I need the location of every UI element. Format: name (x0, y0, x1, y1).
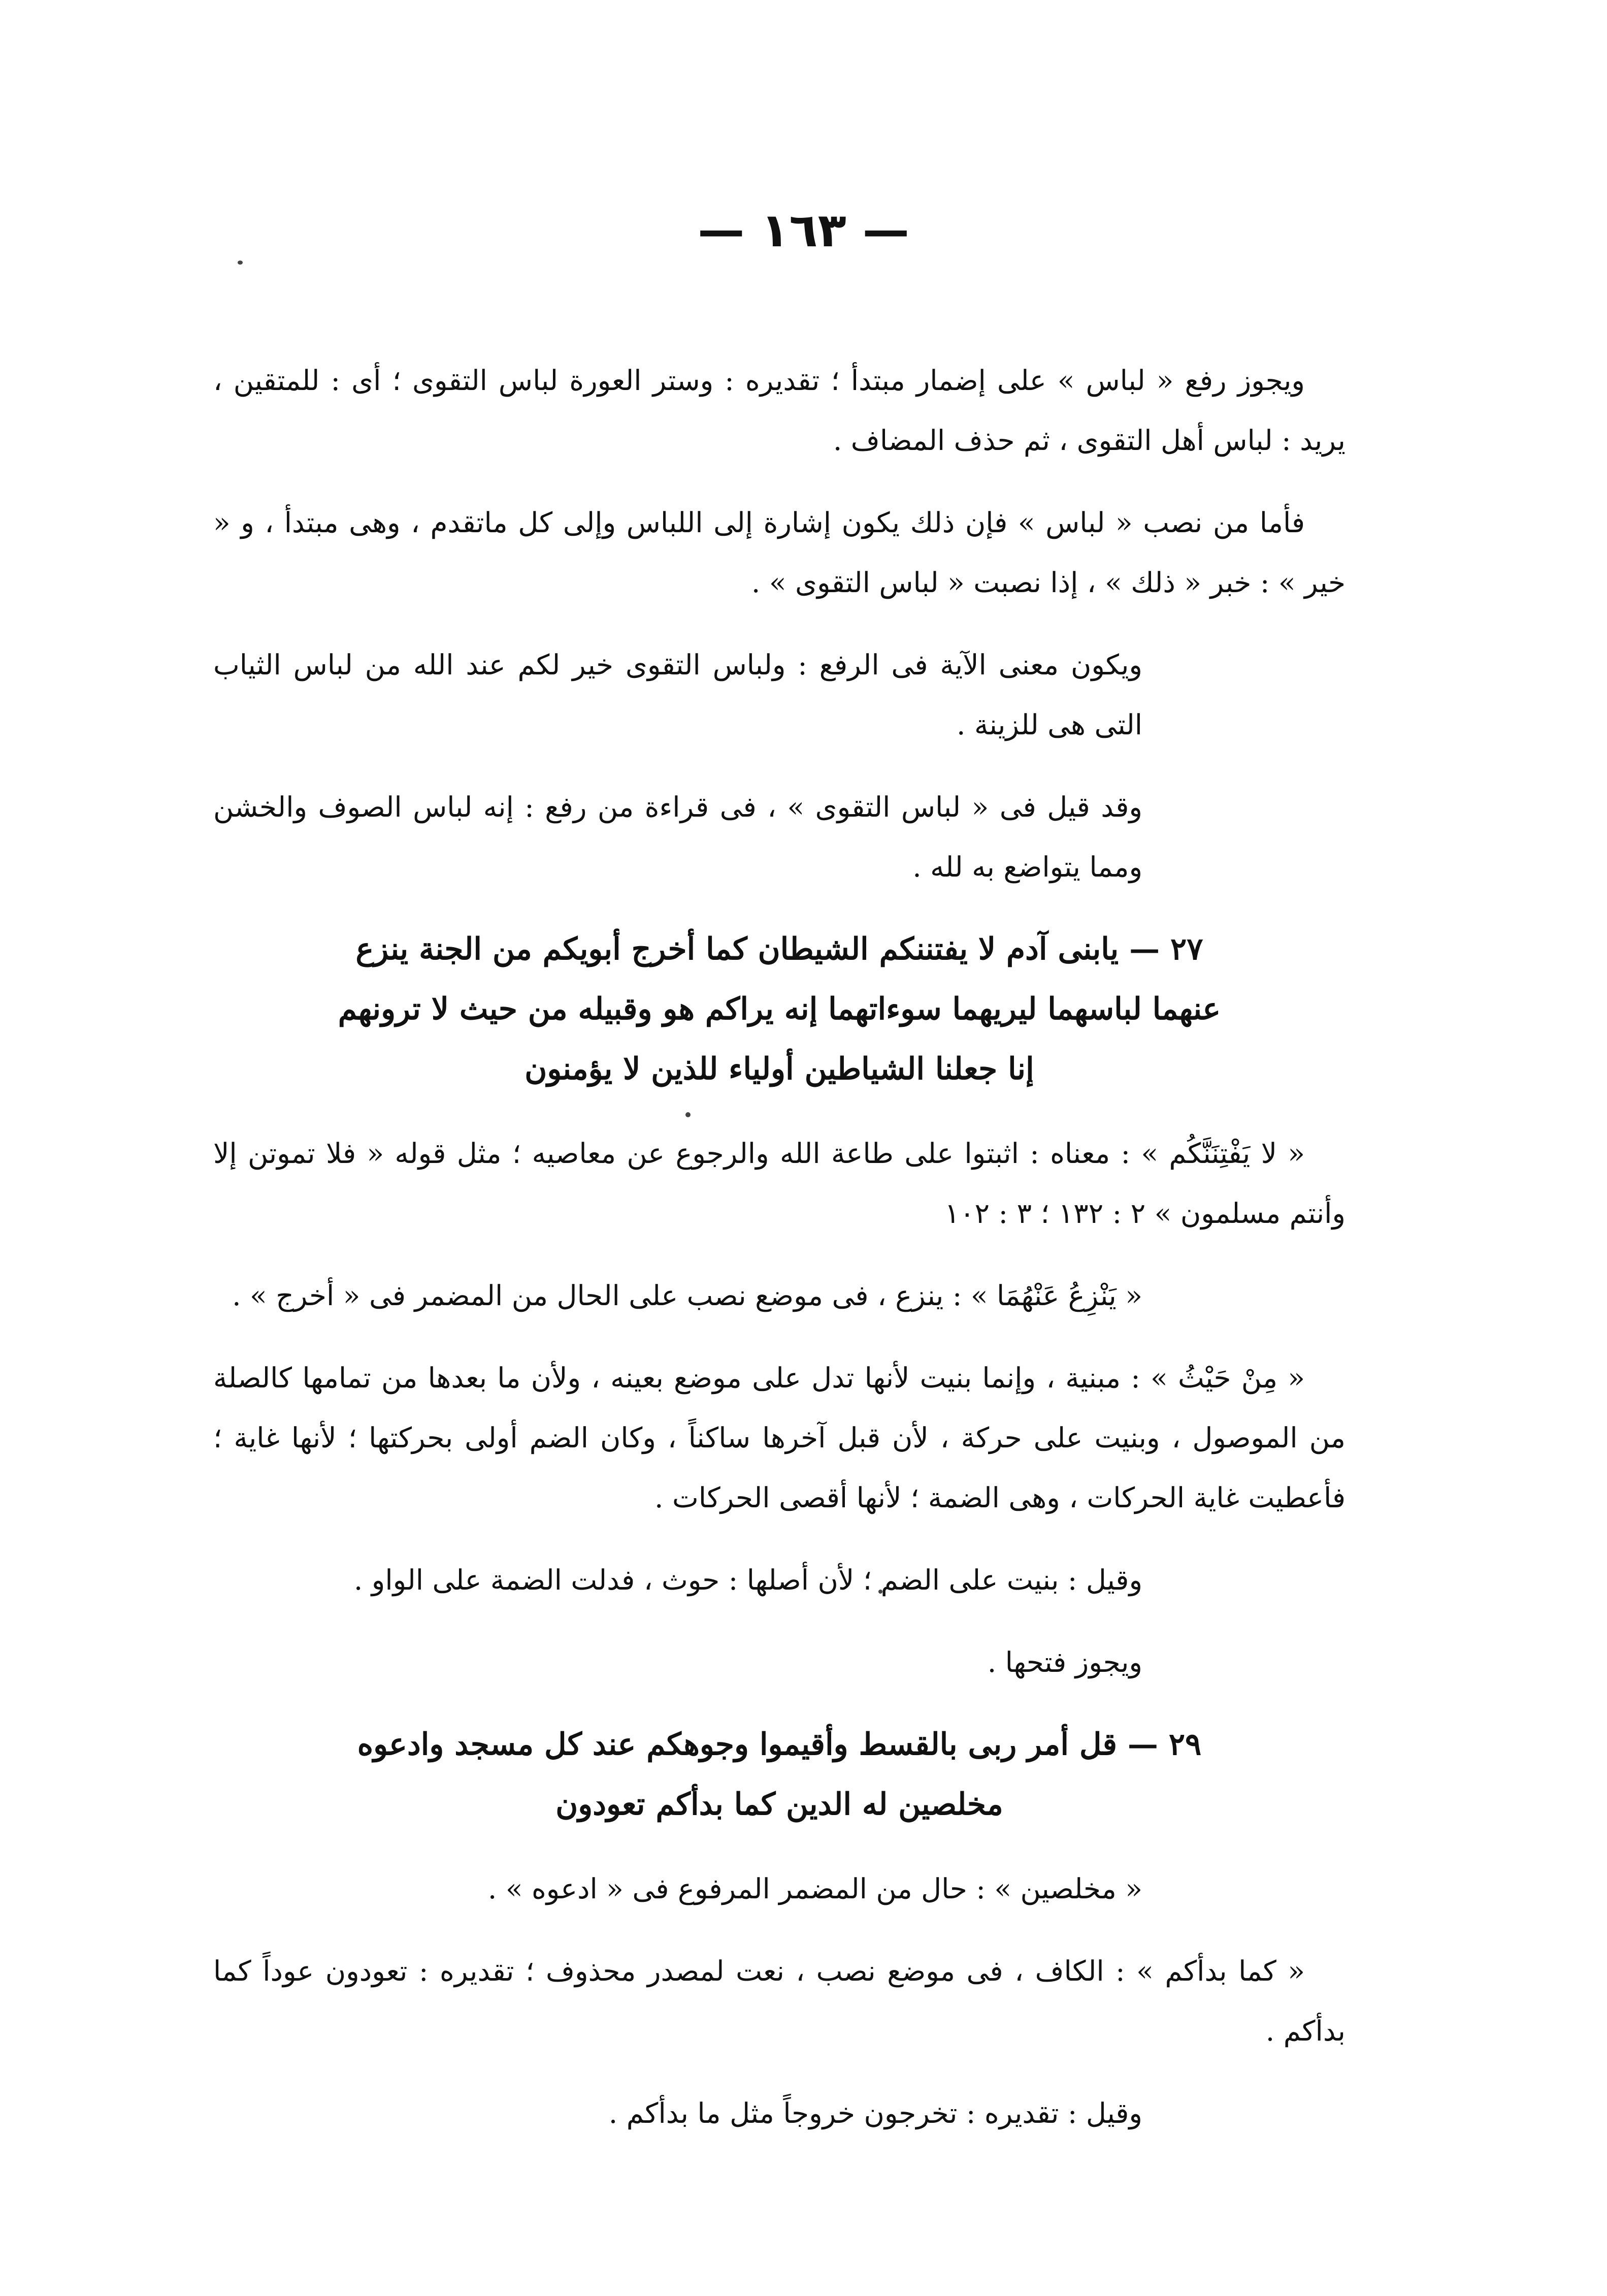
paragraph: ويجوز رفع « لباس » على إضمار مبتدأ ؛ تقديره : وستر العورة لباس التقوى ؛ أى : للمتقين ، يريد : لباس أهل التقوى ، ثم حذف المضاف . (213, 364, 1346, 457)
verse-line: ٢٧ — يابنى آدم لا يفتننكم الشيطان كما أخرج أبويكم من الجنة ينزع (355, 931, 1203, 967)
paragraph: ويجوز فتحها . (987, 1646, 1142, 1678)
verse-line: عنهما لباسهما ليريهما سوءاتهما إنه يراكم هو وقبيله من حيث لا ترونهم (338, 991, 1221, 1027)
paragraph: « كما بدأكم » : الكاف ، فى موضع نصب ، نعت لمصدر محذوف ؛ تقديره : تعودون عوداً كما بدأكم . (213, 1955, 1346, 2047)
quran-verse (213, 1715, 1346, 1834)
page-number: — ١٦٣ — (698, 203, 909, 257)
page-body (213, 350, 1346, 2165)
paragraph: فأما من نصب « لباس » فإن ذلك يكون إشارة إلى اللباس وإلى كل ماتقدم ، وهى مبتدأ ، و « خير » : خبر « ذلك » ، إذا نصبت « لباس التقوى » . (213, 506, 1346, 599)
paragraph: « يَنْزِعُ عَنْهُمَا » : ينزع ، فى موضع نصب على الحال من المضمر فى « أخرج » . (232, 1279, 1142, 1312)
paragraph: وقد قيل فى « لباس التقوى » ، فى قراءة من رفع : إنه لباس الصوف والخشن ومما يتواضع به لله . (213, 791, 1142, 883)
paragraph: ويكون معنى الآية فى الرفع : ولباس التقوى خير لكم عند الله من لباس الثياب التى هى للزينة . (213, 649, 1142, 741)
quran-verse (213, 919, 1346, 1099)
paragraph: « لا يَفْتِنَنَّكُم » : معناه : اثبتوا على طاعة الله والرجوع عن معاصيه ؛ مثل قوله « فلا تموتن إلا وأنتم مسلمون » ٢ : ١٣٢ ؛ ٣ : ١٠٢ (213, 1137, 1346, 1230)
scan-speck (238, 261, 243, 265)
paragraph: « مخلصين » : حال من المضمر المرفوع فى « ادعوه » . (487, 1872, 1142, 1905)
paragraph: « مِنْ حَيْثُ » : مبنية ، وإنما بنيت لأنها تدل على موضع بعينه ، ولأن ما بعدها من تمامها كالصلة من الموصول ، وبنيت على حركة ، لأن قبل آخرها ساكناً ، وكان الضم أولى بحركتها ؛ لأنها غاية ؛ فأعطيت غاية الحركات ، وهى الضمة ؛ لأنها أقصى الحركات . (213, 1362, 1346, 1514)
verse-line: ٢٩ — قل أمر ربى بالقسط وأقيموا وجوهكم عند كل مسجد وادعوه (357, 1727, 1202, 1762)
verse-line: مخلصين له الدين كما بدأكم تعودون (555, 1787, 1003, 1822)
paragraph: وقيل : تقديره : تخرجون خروجاً مثل ما بدأكم . (608, 2097, 1142, 2129)
paragraph: وقيل : بنيت على الضم ؛ لأن أصلها : حوث ، فدلت الضمة على الواو . (353, 1564, 1142, 1596)
verse-line: إنا جعلنا الشياطين أولياء للذين لا يؤمنون (524, 1051, 1034, 1087)
